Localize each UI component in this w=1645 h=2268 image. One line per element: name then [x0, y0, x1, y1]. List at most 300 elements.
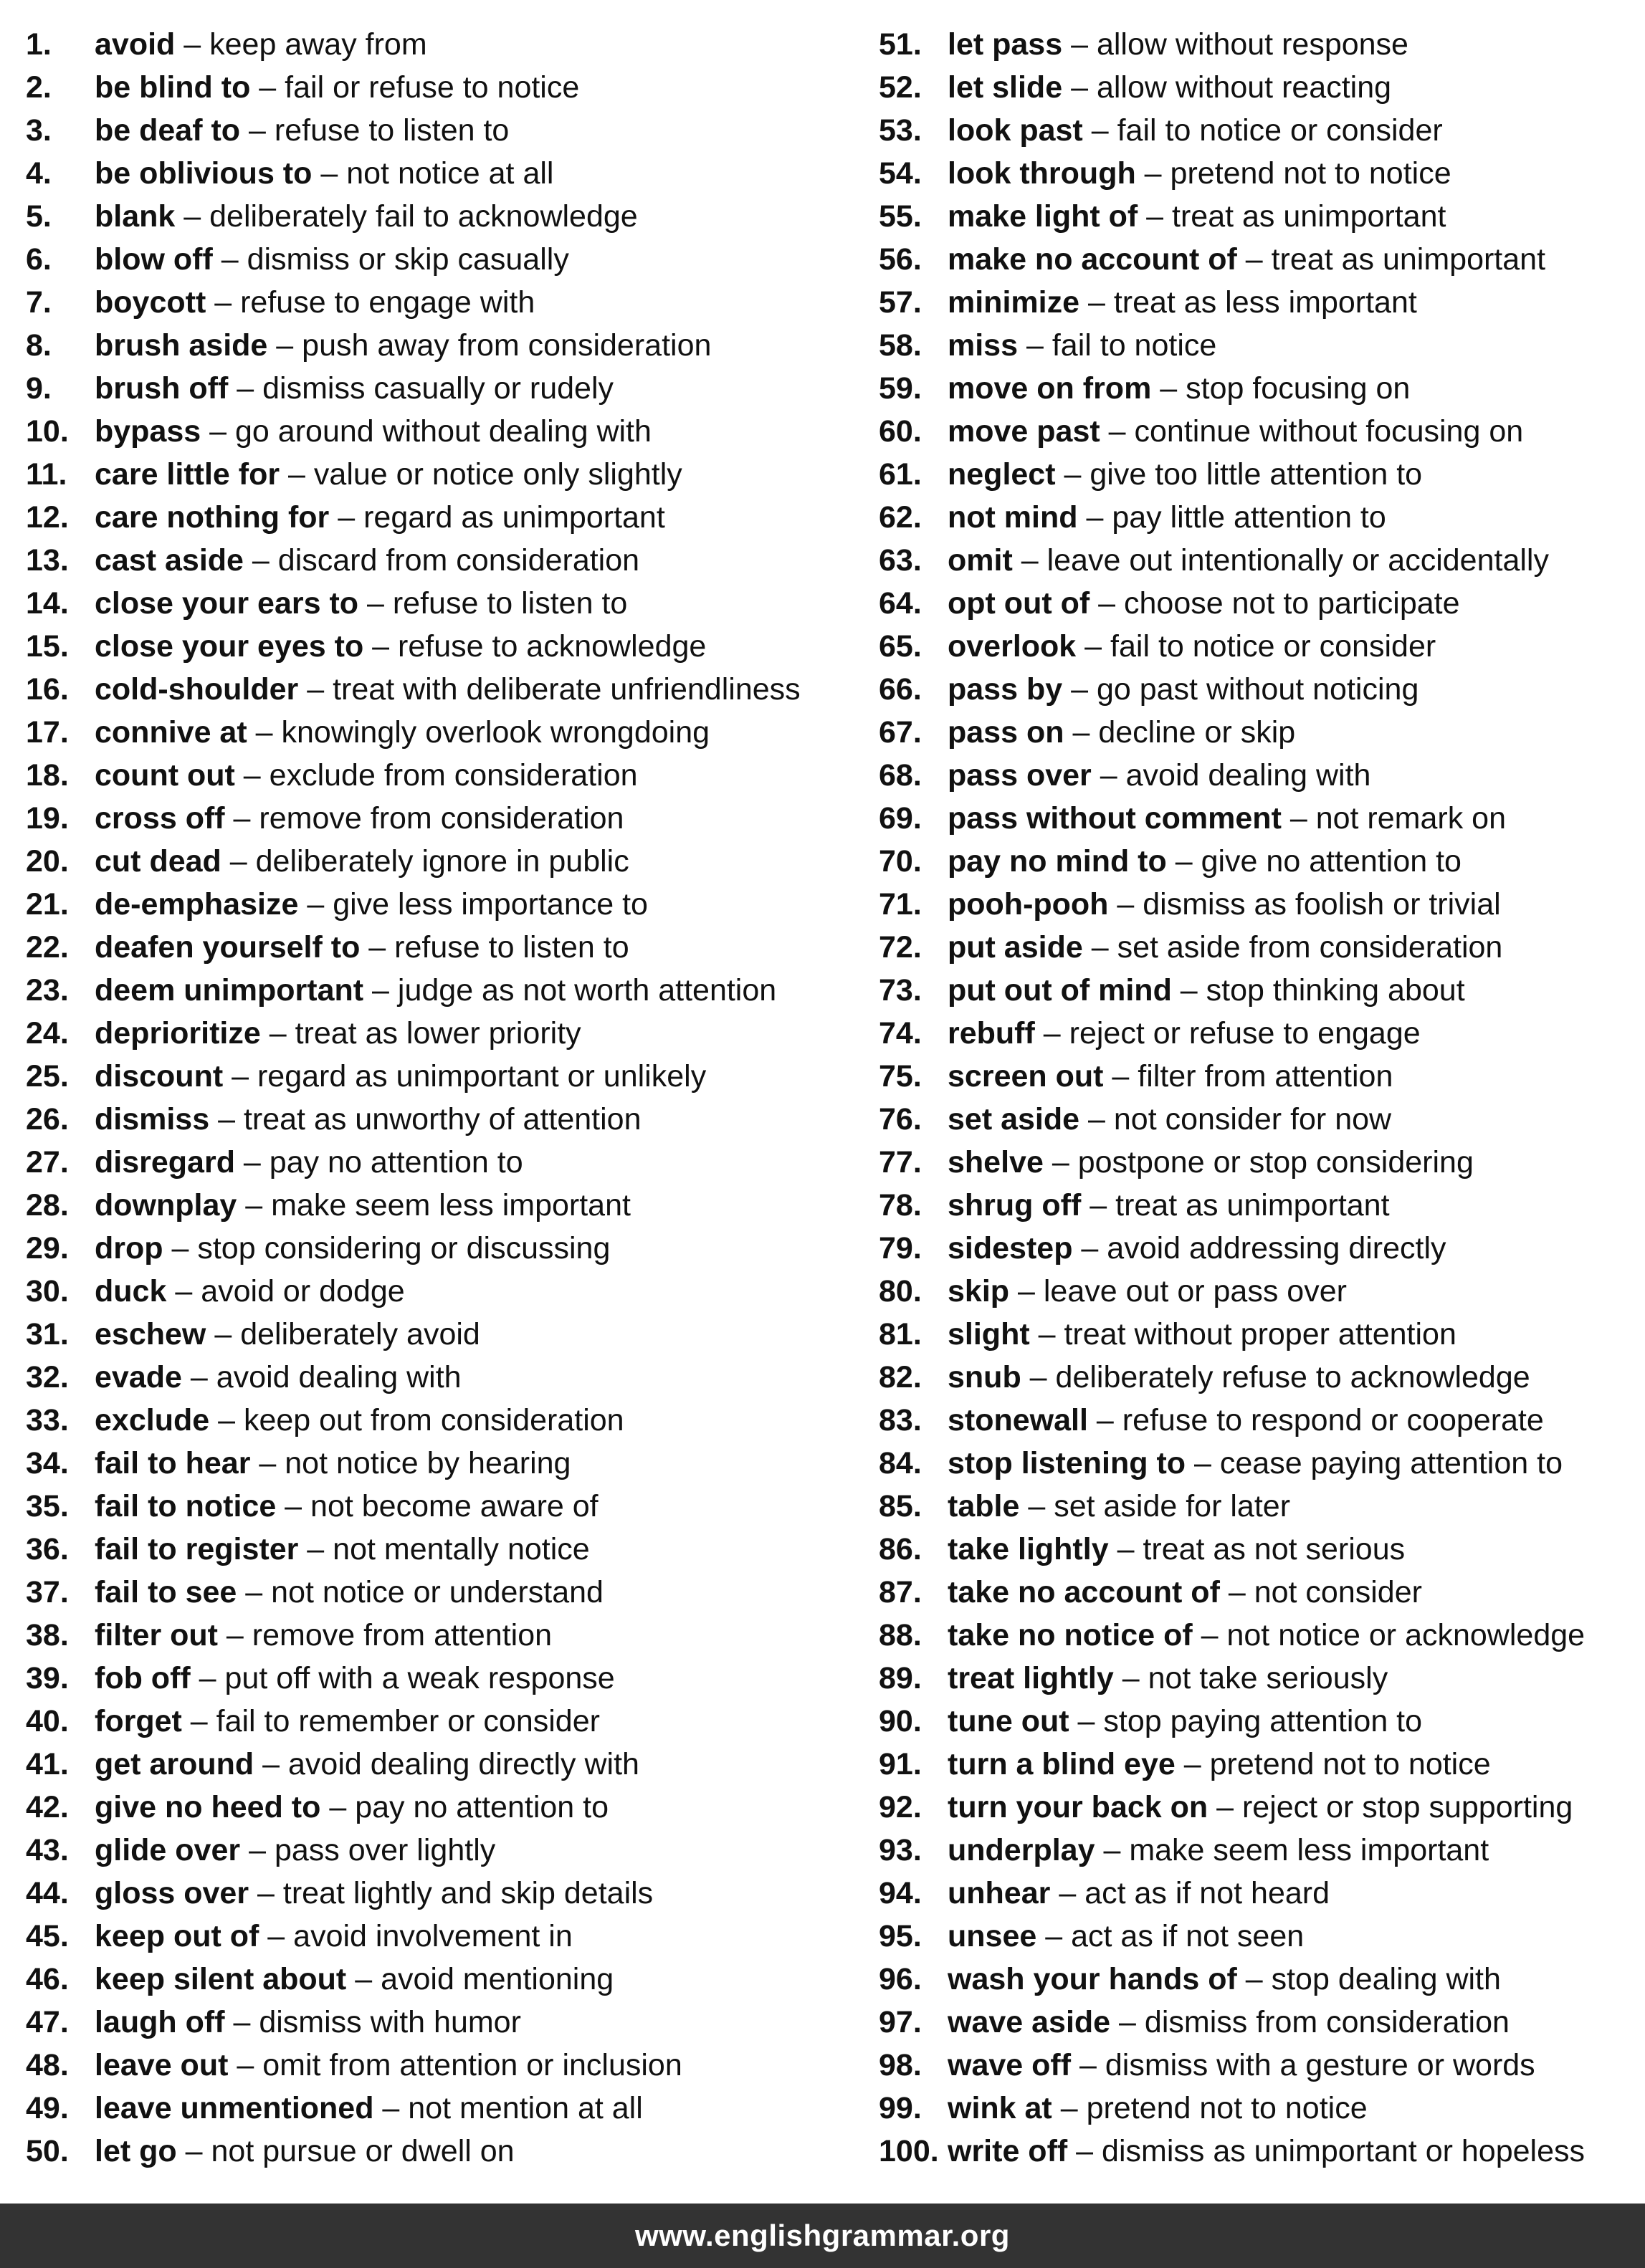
entry-number: 44.: [26, 1876, 69, 1910]
entry-term: wink at: [948, 2091, 1052, 2125]
entry-definition: treat lightly and skip details: [282, 1876, 654, 1910]
entry-body: [95, 1872, 653, 1915]
entry-term: unhear: [948, 1876, 1051, 1910]
entry-definition: fail to notice or consider: [1117, 113, 1443, 148]
entry-separator: –: [360, 930, 395, 965]
list-item: [879, 238, 1639, 281]
list-item: [26, 1915, 850, 1958]
entry-number: 40.: [26, 1704, 69, 1738]
entry-separator: –: [1138, 199, 1173, 234]
entry-term: count out: [95, 758, 235, 793]
entry-definition: pretend not to notice: [1086, 2091, 1368, 2125]
entry-separator: –: [1012, 543, 1047, 578]
entry-term: downplay: [95, 1188, 237, 1222]
list-item: [879, 840, 1639, 883]
list-item: [26, 1356, 850, 1399]
list-item: [879, 1270, 1639, 1313]
entry-term: pooh-pooh: [948, 887, 1109, 922]
list-item: [879, 754, 1639, 797]
entry-separator: –: [1079, 1102, 1114, 1137]
entry-number: 24.: [26, 1016, 69, 1051]
list-item: [26, 2130, 850, 2173]
entry-body: [948, 1829, 1489, 1872]
entry-separator: –: [209, 1403, 244, 1437]
entry-number: 2.: [26, 70, 52, 105]
entry-definition: not take seriously: [1148, 1661, 1388, 1695]
entry-separator: –: [234, 758, 270, 793]
entry-definition: give no attention to: [1201, 844, 1462, 879]
list-item: [26, 1184, 850, 1227]
entry-definition: deliberately fail to acknowledge: [209, 199, 638, 234]
entry-term: deem unimportant: [95, 973, 364, 1008]
list-item: [879, 1657, 1639, 1700]
entry-separator: –: [223, 1059, 257, 1094]
entry-separator: –: [166, 1274, 201, 1308]
entry-separator: –: [1166, 844, 1201, 879]
entry-definition: pay little attention to: [1112, 500, 1386, 535]
footer-url: www.englishgrammar.org: [635, 2219, 1010, 2252]
entry-definition: not remark on: [1315, 801, 1506, 836]
entry-separator: –: [1043, 1145, 1078, 1180]
entry-definition: treat as unimportant: [1115, 1188, 1390, 1222]
entry-number: 96.: [879, 1962, 922, 1996]
list-item: [26, 2087, 850, 2130]
entry-separator: –: [363, 973, 398, 1008]
entry-term: take no notice of: [948, 1618, 1193, 1652]
list-item: [26, 496, 850, 539]
entry-separator: –: [1089, 586, 1124, 621]
entry-definition: reject or refuse to engage: [1069, 1016, 1421, 1051]
entry-definition: give too little attention to: [1089, 457, 1423, 492]
entry-separator: –: [224, 2005, 259, 2039]
entry-body: [95, 1829, 495, 1872]
list-item: [879, 625, 1639, 668]
entry-body: [948, 1485, 1290, 1528]
entry-separator: –: [221, 844, 256, 879]
entry-separator: –: [228, 2048, 263, 2082]
entry-separator: –: [358, 586, 393, 621]
entry-term: disregard: [95, 1145, 235, 1180]
entry-body: [948, 1743, 1491, 1786]
list-item: [879, 1614, 1639, 1657]
list-item: [879, 1528, 1639, 1571]
list-item: [26, 1829, 850, 1872]
entry-body: [948, 238, 1545, 281]
entry-definition: refuse to listen to: [392, 586, 628, 621]
entry-separator: –: [250, 1446, 285, 1480]
entry-separator: –: [1067, 2134, 1102, 2168]
entry-number: 60.: [879, 414, 922, 449]
entry-number: 20.: [26, 844, 69, 879]
entry-definition: stop paying attention to: [1103, 1704, 1423, 1738]
word-list-left-column: [26, 23, 850, 2173]
entry-number: 99.: [879, 2091, 922, 2125]
list-item: [26, 1270, 850, 1313]
entry-number: 7.: [26, 285, 52, 320]
list-item: [879, 152, 1639, 195]
entry-separator: –: [373, 2091, 409, 2125]
entry-term: be oblivious to: [95, 156, 313, 191]
entry-term: move on from: [948, 371, 1152, 406]
entry-number: 54.: [879, 156, 922, 191]
entry-body: [948, 1958, 1501, 2001]
entry-term: underplay: [948, 1833, 1095, 1867]
list-item: [26, 1786, 850, 1829]
list-item: [879, 1399, 1639, 1442]
list-item: [26, 367, 850, 410]
list-item: [879, 1184, 1639, 1227]
list-item: [879, 1743, 1639, 1786]
entry-body: [948, 1141, 1474, 1184]
entry-definition: allow without response: [1096, 27, 1408, 62]
entry-body: [95, 969, 776, 1012]
entry-body: [948, 1184, 1390, 1227]
entry-body: [95, 238, 569, 281]
entry-term: be deaf to: [95, 113, 241, 148]
list-item: [879, 1055, 1639, 1098]
list-item: [879, 66, 1639, 109]
entry-separator: –: [1108, 887, 1143, 922]
entry-separator: –: [1236, 242, 1272, 277]
entry-definition: deliberately avoid: [240, 1317, 480, 1351]
entry-term: table: [948, 1489, 1020, 1523]
entry-definition: treat as lower priority: [295, 1016, 581, 1051]
entry-term: close your ears to: [95, 586, 359, 621]
entry-separator: –: [1219, 1575, 1254, 1609]
entry-number: 18.: [26, 758, 69, 793]
entry-number: 12.: [26, 500, 69, 535]
entry-definition: deliberately refuse to acknowledge: [1055, 1360, 1530, 1394]
list-item: [879, 496, 1639, 539]
entry-body: [948, 1098, 1391, 1141]
entry-definition: act as if not heard: [1084, 1876, 1330, 1910]
entry-number: 88.: [879, 1618, 922, 1652]
entry-definition: not pursue or dwell on: [211, 2134, 515, 2168]
entry-separator: –: [243, 543, 278, 578]
entry-term: pass on: [948, 715, 1064, 750]
entry-body: [95, 496, 665, 539]
entry-separator: –: [1055, 457, 1090, 492]
entry-term: stop listening to: [948, 1446, 1186, 1480]
entry-body: [948, 539, 1549, 582]
entry-body: [95, 840, 629, 883]
list-item: [879, 1915, 1639, 1958]
entry-body: [948, 1442, 1563, 1485]
list-item: [26, 1442, 850, 1485]
entry-body: [948, 1012, 1421, 1055]
entry-separator: –: [1050, 1876, 1085, 1910]
list-item: [26, 711, 850, 754]
entry-body: [948, 625, 1436, 668]
entry-number: 48.: [26, 2048, 69, 2082]
list-item: [879, 711, 1639, 754]
entry-definition: pass over lightly: [274, 1833, 496, 1867]
entry-number: 16.: [26, 672, 69, 707]
list-item: [879, 324, 1639, 367]
entry-body: [948, 840, 1462, 883]
entry-number: 62.: [879, 500, 922, 535]
entry-term: treat lightly: [948, 1661, 1114, 1695]
entry-number: 31.: [26, 1317, 69, 1351]
list-item: [879, 1227, 1639, 1270]
entry-number: 19.: [26, 801, 69, 836]
entry-number: 28.: [26, 1188, 69, 1222]
list-item: [26, 152, 850, 195]
entry-body: [95, 2044, 682, 2087]
entry-body: [95, 1485, 599, 1528]
entry-number: 23.: [26, 973, 69, 1008]
entry-number: 6.: [26, 242, 52, 277]
entry-body: [95, 195, 638, 238]
entry-term: shrug off: [948, 1188, 1082, 1222]
entry-body: [948, 1614, 1585, 1657]
entry-body: [95, 1614, 552, 1657]
entry-definition: keep away from: [209, 27, 427, 62]
entry-term: make light of: [948, 199, 1138, 234]
entry-separator: –: [1192, 1618, 1227, 1652]
entry-definition: go around without dealing with: [235, 414, 652, 449]
entry-body: [95, 1356, 462, 1399]
entry-number: 70.: [879, 844, 922, 879]
entry-number: 89.: [879, 1661, 922, 1695]
entry-body: [95, 23, 427, 66]
list-item: [879, 23, 1639, 66]
entry-separator: –: [1091, 758, 1126, 793]
entry-term: discount: [95, 1059, 224, 1094]
entry-number: 93.: [879, 1833, 922, 1867]
entry-definition: dismiss as foolish or trivial: [1143, 887, 1501, 922]
entry-definition: avoid dealing with: [216, 1360, 462, 1394]
entry-number: 92.: [879, 1790, 922, 1824]
entry-number: 47.: [26, 2005, 69, 2039]
entry-definition: set aside from consideration: [1117, 930, 1503, 965]
list-item: [26, 1399, 850, 1442]
entry-definition: exclude from consideration: [269, 758, 638, 793]
entry-separator: –: [228, 371, 263, 406]
entry-definition: stop focusing on: [1186, 371, 1411, 406]
entry-separator: –: [1069, 1704, 1104, 1738]
entry-term: give no heed to: [95, 1790, 321, 1824]
entry-separator: –: [1175, 1747, 1210, 1781]
entry-definition: act as if not seen: [1071, 1919, 1305, 1953]
entry-number: 35.: [26, 1489, 69, 1523]
entry-body: [948, 195, 1446, 238]
entry-body: [948, 1356, 1530, 1399]
list-item: [26, 883, 850, 926]
entry-body: [95, 1399, 624, 1442]
list-item: [879, 410, 1639, 453]
entry-body: [95, 1657, 615, 1700]
entry-definition: refuse to acknowledge: [398, 629, 707, 664]
list-item: [879, 1098, 1639, 1141]
entry-body: [95, 2130, 515, 2173]
entry-term: neglect: [948, 457, 1056, 492]
entry-body: [95, 1270, 405, 1313]
entry-number: 94.: [879, 1876, 922, 1910]
entry-number: 82.: [879, 1360, 922, 1394]
entry-definition: continue without focusing on: [1134, 414, 1524, 449]
entry-number: 3.: [26, 113, 52, 148]
list-item: [26, 453, 850, 496]
entry-body: [95, 1700, 600, 1743]
entry-number: 75.: [879, 1059, 922, 1094]
entry-definition: avoid mentioning: [381, 1962, 614, 1996]
list-item: [26, 1743, 850, 1786]
entry-number: 63.: [879, 543, 922, 578]
entry-number: 11.: [26, 457, 67, 492]
entry-separator: –: [1062, 70, 1097, 105]
entry-definition: refuse to listen to: [274, 113, 510, 148]
entry-separator: –: [1087, 1403, 1122, 1437]
list-item: [879, 367, 1639, 410]
entry-body: [948, 969, 1465, 1012]
entry-separator: –: [1064, 715, 1099, 750]
entry-term: turn a blind eye: [948, 1747, 1176, 1781]
entry-number: 5.: [26, 199, 52, 234]
entry-body: [948, 797, 1506, 840]
entry-separator: –: [1029, 1317, 1064, 1351]
entry-body: [95, 152, 553, 195]
entry-term: let go: [95, 2134, 177, 2168]
entry-separator: –: [1151, 371, 1186, 406]
entry-number: 73.: [879, 973, 922, 1008]
entry-term: pay no mind to: [948, 844, 1167, 879]
entry-definition: cease paying attention to: [1219, 1446, 1563, 1480]
entry-term: minimize: [948, 285, 1079, 320]
list-item: [26, 195, 850, 238]
entry-body: [948, 496, 1386, 539]
entry-separator: –: [1062, 672, 1097, 707]
entry-term: brush off: [95, 371, 229, 406]
list-item: [26, 926, 850, 969]
list-item: [26, 840, 850, 883]
entry-body: [95, 668, 801, 711]
entry-number: 61.: [879, 457, 922, 492]
entry-term: move past: [948, 414, 1100, 449]
entry-definition: fail to notice: [1052, 328, 1217, 363]
entry-definition: pay no attention to: [269, 1145, 523, 1180]
list-item: [879, 539, 1639, 582]
entry-term: exclude: [95, 1403, 210, 1437]
entry-body: [948, 668, 1418, 711]
entry-definition: avoid or dodge: [201, 1274, 405, 1308]
list-item: [879, 668, 1639, 711]
list-item: [879, 1485, 1639, 1528]
entry-separator: –: [259, 1919, 294, 1953]
entry-term: evade: [95, 1360, 182, 1394]
entry-body: [948, 2001, 1510, 2044]
entry-number: 46.: [26, 1962, 69, 1996]
entry-number: 86.: [879, 1532, 922, 1566]
entry-separator: –: [249, 1876, 283, 1910]
entry-term: slight: [948, 1317, 1030, 1351]
entry-body: [948, 1657, 1388, 1700]
entry-number: 57.: [879, 285, 922, 320]
entry-term: care nothing for: [95, 500, 330, 535]
entry-separator: –: [1034, 1016, 1069, 1051]
entry-separator: –: [1079, 285, 1114, 320]
entry-number: 36.: [26, 1532, 69, 1566]
entry-definition: keep out from consideration: [243, 1403, 624, 1437]
entry-separator: –: [254, 1747, 288, 1781]
entry-body: [95, 1958, 614, 2001]
entry-separator: –: [181, 1704, 216, 1738]
list-item: [26, 2044, 850, 2087]
entry-definition: make seem less important: [1129, 1833, 1489, 1867]
entry-number: 22.: [26, 930, 69, 965]
entry-separator: –: [267, 328, 302, 363]
entry-term: skip: [948, 1274, 1010, 1308]
entry-body: [948, 66, 1391, 109]
entry-separator: –: [1018, 328, 1052, 363]
entry-separator: –: [1110, 2005, 1145, 2039]
entry-number: 79.: [879, 1231, 922, 1265]
entry-term: set aside: [948, 1102, 1080, 1137]
entry-separator: –: [237, 1575, 272, 1609]
entry-body: [95, 582, 627, 625]
entry-term: drop: [95, 1231, 163, 1265]
entry-term: glide over: [95, 1833, 241, 1867]
entry-term: wave off: [948, 2048, 1072, 2082]
entry-term: be blind to: [95, 70, 251, 105]
entry-definition: regard as unimportant: [363, 500, 665, 535]
entry-number: 39.: [26, 1661, 69, 1695]
list-item: [26, 410, 850, 453]
entry-definition: postpone or stop considering: [1077, 1145, 1474, 1180]
entry-body: [948, 2044, 1535, 2087]
list-item: [26, 1313, 850, 1356]
list-item: [26, 1485, 850, 1528]
entry-separator: –: [1036, 1919, 1072, 1953]
entry-body: [948, 1270, 1347, 1313]
entry-definition: fail or refuse to notice: [285, 70, 580, 105]
entry-body: [948, 1700, 1422, 1743]
list-item: [26, 324, 850, 367]
list-item: [879, 453, 1639, 496]
entry-separator: –: [1113, 1661, 1148, 1695]
entry-number: 33.: [26, 1403, 69, 1437]
entry-definition: treat without proper attention: [1064, 1317, 1456, 1351]
entry-term: fail to register: [95, 1532, 299, 1566]
entry-definition: treat as not serious: [1143, 1532, 1406, 1566]
entry-body: [95, 367, 614, 410]
entry-number: 41.: [26, 1747, 69, 1781]
entry-definition: set aside for later: [1054, 1489, 1291, 1523]
entry-number: 34.: [26, 1446, 69, 1480]
entry-separator: –: [1095, 1833, 1130, 1867]
entry-term: laugh off: [95, 2005, 225, 2039]
entry-definition: fail to remember or consider: [216, 1704, 600, 1738]
entry-term: brush aside: [95, 328, 268, 363]
entry-body: [95, 410, 652, 453]
entry-definition: dismiss as unimportant or hopeless: [1102, 2134, 1586, 2168]
entry-definition: not notice or understand: [271, 1575, 604, 1609]
entry-definition: not consider: [1254, 1575, 1422, 1609]
entry-term: miss: [948, 328, 1019, 363]
entry-definition: pay no attention to: [355, 1790, 609, 1824]
entry-number: 51.: [879, 27, 922, 62]
entry-term: blank: [95, 199, 176, 234]
entry-body: [95, 109, 509, 152]
entry-separator: –: [247, 715, 282, 750]
list-item: [879, 2130, 1639, 2173]
entry-separator: –: [1208, 1790, 1242, 1824]
entry-term: keep out of: [95, 1919, 259, 1953]
list-item: [879, 1700, 1639, 1743]
entry-term: rebuff: [948, 1016, 1035, 1051]
entry-separator: –: [250, 70, 285, 105]
entry-body: [95, 2087, 643, 2130]
